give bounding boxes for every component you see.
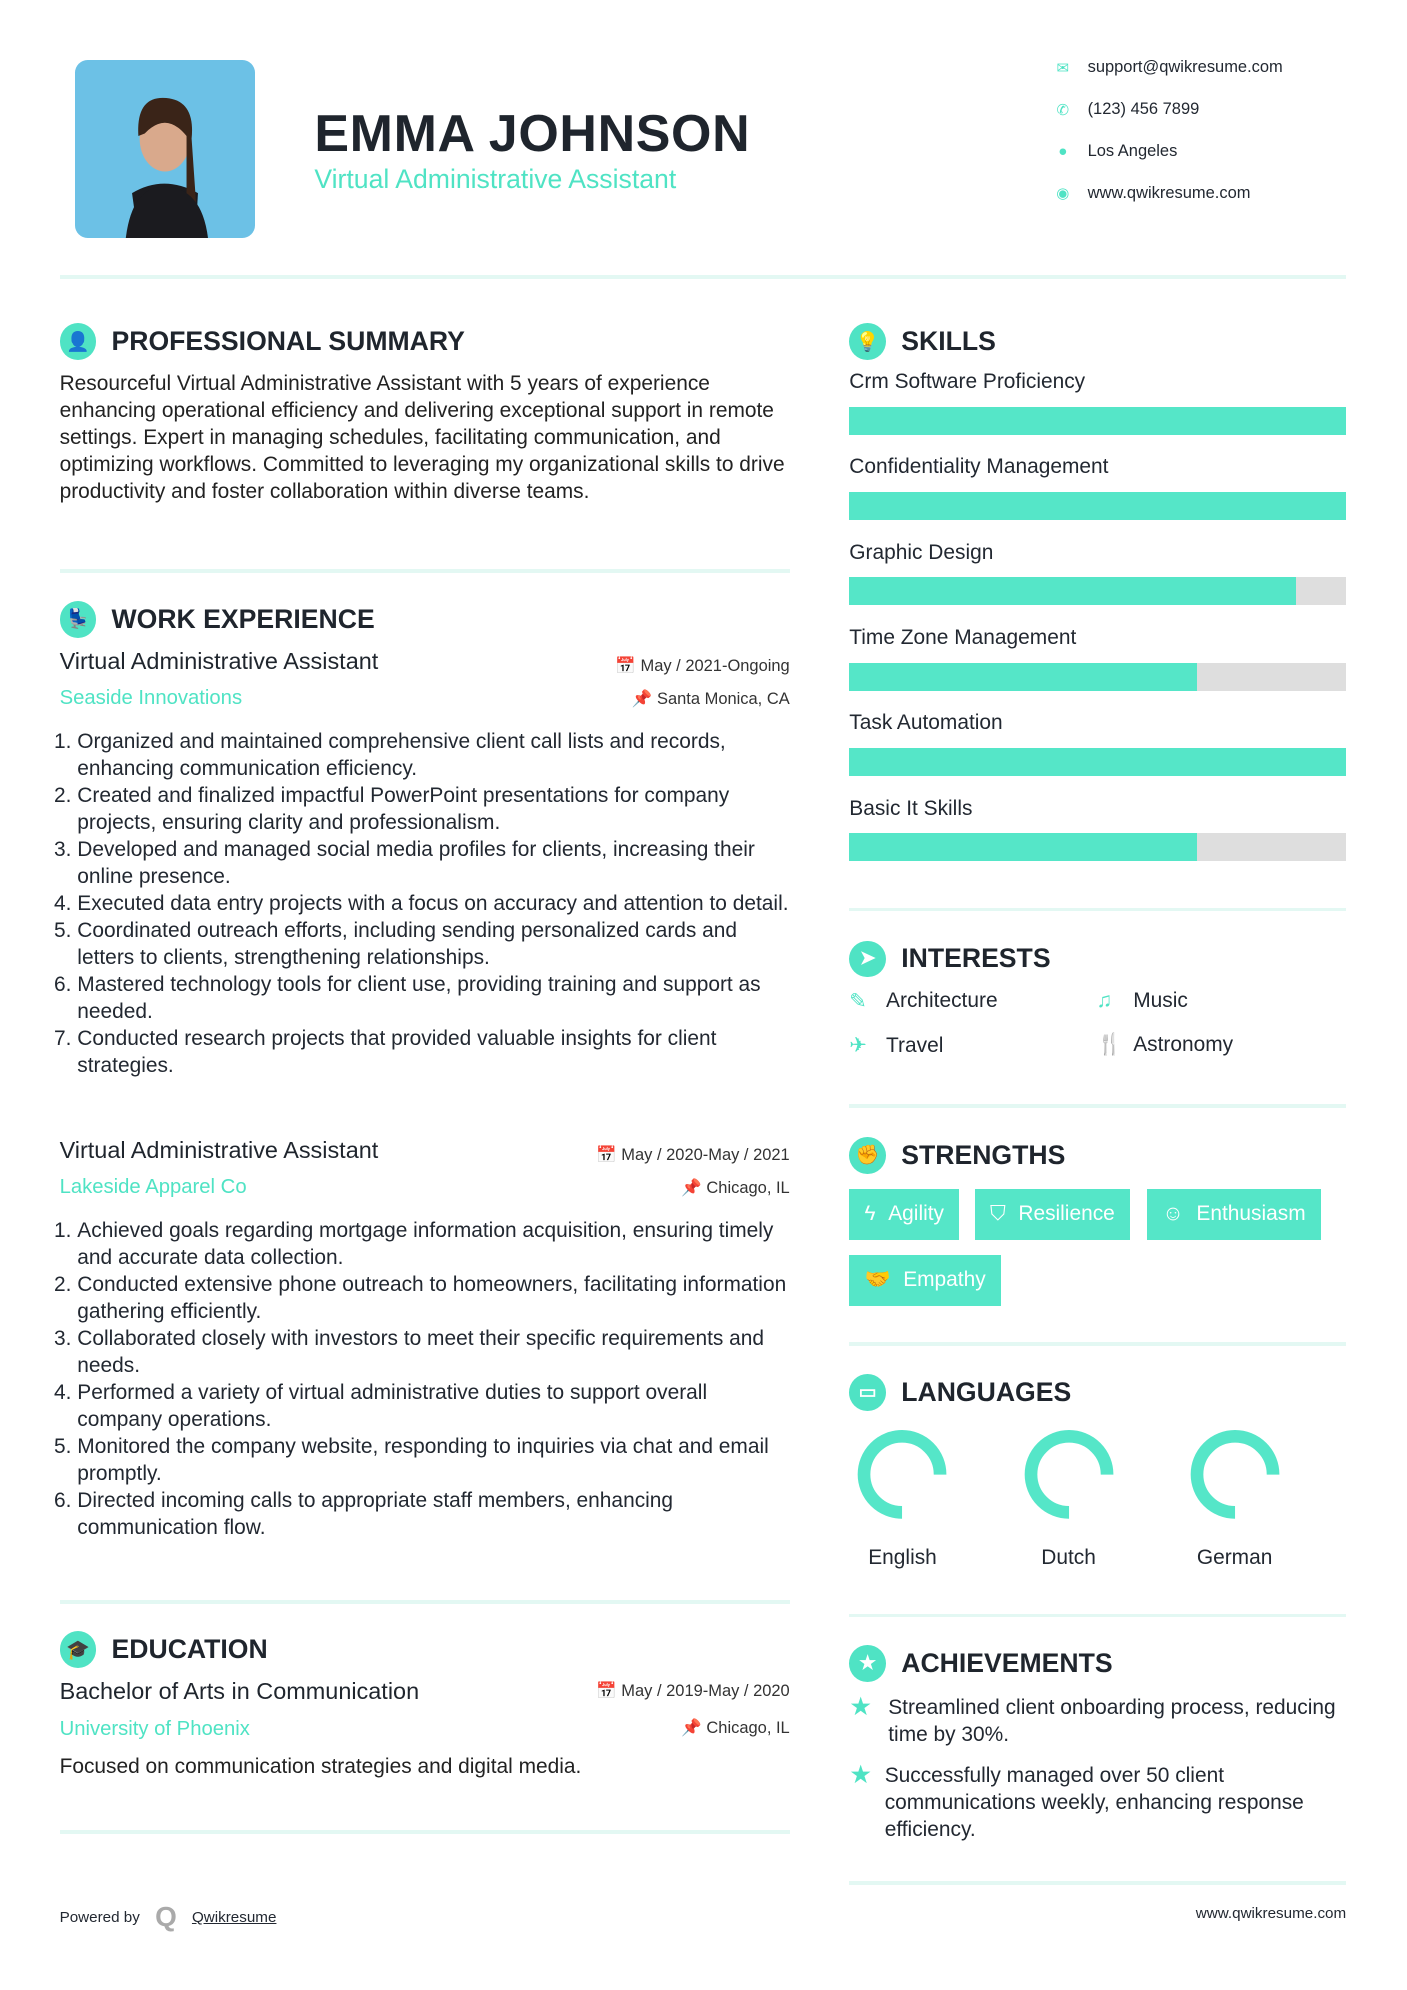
education-date [596,1682,790,1701]
contact-location [1055,142,1178,161]
skill-bar-fill [849,748,1346,776]
language-ring [845,1430,972,1525]
skills-heading [849,323,996,360]
job-bullets [60,728,795,1079]
date-text: May / 2021-Ongoing [640,656,790,675]
achievements-heading [849,1645,1112,1682]
education-heading [60,1631,268,1668]
education-description: Focused on communication strategies and digital media. [59,1755,582,1779]
heading-text: WORK EXPERIENCE [111,603,375,634]
paper-plane-icon: ➤ [849,941,886,978]
calendar-icon: 📅 [615,656,641,675]
list-item: 2. Created and finalized impactful PowerPoint presentations for company projects, ensuring clarity and professionalism. [77,782,794,836]
skill-bar [849,833,1346,861]
handshake-icon: 🤝 [864,1268,891,1292]
music-icon: ♫ [1096,988,1113,1012]
tag-label: Empathy [903,1268,986,1292]
heading-text: ACHIEVEMENTS [901,1648,1113,1679]
date-text: May / 2020-May / 2021 [621,1145,790,1164]
section-divider [849,908,1346,912]
job-title: Virtual Administrative Assistant [59,1137,379,1164]
plane-icon: ✈ [849,1034,867,1058]
summary-text: Resourceful Virtual Administrative Assistant with 5 years of experience enhancing operational efficiency and delivering exceptional support in remote settings. Expert in managing schedules, facilitating communication, and optimizing workflows. Committed to leveraging my organizational skills to drive productivity and foster collaboration within diverse teams. [59,372,785,504]
section-divider [849,1881,1346,1885]
job-date [596,1146,790,1165]
pin-icon: 📌 [681,1718,707,1737]
skill-item [849,455,1346,540]
location-text: Chicago, IL [706,1718,790,1737]
job-date [615,657,789,676]
location-text: Santa Monica, CA [656,689,790,708]
heading-text: SKILLS [901,326,996,357]
list-item: 4. Performed a variety of virtual administrative duties to support overall company operations. [77,1379,794,1433]
shield-icon: ⛉ [989,1202,1006,1226]
contact-text: Los Angeles [1087,141,1178,160]
strength-tag [1147,1189,1321,1240]
skills-list [849,370,1346,882]
lightbulb-icon: 💡 [849,323,886,360]
heading-text: INTERESTS [901,943,1051,974]
header-divider [60,275,1347,279]
tag-label: Resilience [1018,1202,1115,1226]
language-label: Dutch [1041,1546,1096,1570]
interest-item [849,1033,943,1058]
job-bullets [60,1217,795,1541]
skill-bar-fill [849,663,1197,691]
heading-text: LANGUAGES [901,1376,1072,1407]
interest-item [849,989,997,1014]
strength-tag [849,1255,1001,1306]
job-location [632,690,790,709]
skill-bar [849,492,1346,520]
skill-label: Crm Software Proficiency [849,370,1086,394]
list-item: 5. Monitored the company website, responding to inquiries via chat and email promptly. [77,1433,794,1487]
contact-text: support@qwikresume.com [1087,58,1283,77]
list-item: 1. Organized and maintained comprehensive client call lists and records, enhancing communication efficiency. [77,728,794,782]
tag-label: Enthusiasm [1196,1202,1306,1226]
list-item: 2. Conducted extensive phone outreach to homeowners, facilitating information gathering efficiently. [77,1271,794,1325]
language-label: English [868,1546,937,1570]
candidate-title: Virtual Administrative Assistant [314,163,677,194]
skill-bar [849,663,1346,691]
heading-text: PROFESSIONAL SUMMARY [111,326,465,357]
skill-bar [849,748,1346,776]
language-icon: ▭ [849,1374,886,1411]
list-item: 1. Achieved goals regarding mortgage information acquisition, ensuring timely and accurate data collection. [77,1217,794,1271]
section-divider [60,1830,790,1834]
qwikresume-logo-icon: Q [155,1901,177,1933]
calendar-icon: 📅 [596,1145,622,1164]
skill-item [849,711,1346,796]
summary-heading [60,323,465,360]
skill-bar-fill [849,407,1346,435]
skill-label: Time Zone Management [849,626,1077,650]
section-divider [849,1104,1346,1108]
language-item [845,1430,972,1570]
calendar-icon: 📅 [596,1682,622,1701]
skill-label: Graphic Design [849,540,994,564]
education-location [681,1719,789,1738]
skill-bar-fill [849,492,1346,520]
smile-icon: ☺ [1162,1202,1184,1226]
strength-tag [849,1189,959,1240]
contact-text: www.qwikresume.com [1087,183,1251,202]
strengths-heading [849,1137,1065,1174]
interest-label: Architecture [886,989,998,1013]
user-icon: 👤 [60,323,97,360]
skill-bar [849,577,1346,605]
star-icon: ★ [849,1760,873,1789]
languages-heading [849,1374,1071,1411]
interest-label: Music [1133,988,1188,1012]
list-item: 3. Collaborated closely with investors to meet their specific requirements and needs. [77,1325,794,1379]
section-divider [849,1614,1346,1618]
skill-label: Confidentiality Management [849,455,1109,479]
footer-powered [60,1901,277,1933]
globe-icon: ◉ [1056,185,1070,203]
achievement-item [849,1694,1346,1748]
interests-heading [849,941,1050,978]
location-text: Chicago, IL [706,1178,790,1197]
footer-url[interactable]: www.qwikresume.com [1195,1905,1347,1923]
list-item: 4. Executed data entry projects with a focus on accuracy and attention to detail. [77,890,794,917]
degree-title: Bachelor of Arts in Communication [59,1678,420,1705]
fist-icon: ✊ [849,1137,886,1174]
contact-phone[interactable] [1055,100,1200,119]
graduation-icon: 🎓 [60,1631,97,1668]
tag-label: Agility [888,1202,945,1226]
ruler-icon: ✎ [849,989,867,1013]
skill-label: Task Automation [849,711,1003,735]
skill-item [849,541,1346,626]
job-company: Lakeside Apparel Co [59,1176,247,1199]
bolt-icon: ϟ [864,1202,876,1226]
interest-label: Travel [886,1033,944,1057]
achievement-text: Streamlined client onboarding process, reducing time by 30%. [888,1695,1336,1746]
list-item: 5. Coordinated outreach efforts, including sending personalized cards and letters to clients, strengthening relationships. [77,917,794,971]
map-pin-icon: ● [1058,142,1068,160]
powered-by-text: Powered by [59,1908,140,1926]
list-item: 3. Developed and managed social media profiles for clients, increasing their online presence. [77,836,794,890]
profile-photo [75,60,255,239]
star-badge-icon: ★ [849,1645,886,1682]
school-name: University of Phoenix [59,1717,250,1740]
languages-list [845,1430,1304,1570]
contact-website[interactable] [1055,184,1251,203]
language-item [1178,1430,1305,1570]
envelope-icon: ✉ [1056,59,1070,77]
star-icon: ★ [849,1692,873,1721]
list-item: 6. Directed incoming calls to appropriate staff members, enhancing communication flow. [77,1487,794,1541]
achievement-text: Successfully managed over 50 client communications weekly, enhancing response efficiency. [884,1763,1304,1841]
job-title: Virtual Administrative Assistant [59,647,379,674]
language-ring [1012,1430,1139,1525]
utensils-icon: 🍴 [1096,1033,1123,1057]
candidate-name: EMMA JOHNSON [314,104,751,163]
section-divider [60,569,790,573]
language-label: German [1196,1546,1273,1570]
list-item: 6. Mastered technology tools for client use, providing training and support as needed. [77,971,794,1025]
achievement-item [849,1762,1346,1843]
experience-heading [60,601,375,638]
job-location [681,1179,789,1198]
heading-text: STRENGTHS [901,1139,1066,1170]
job-company: Seaside Innovations [59,687,243,710]
skill-bar [849,407,1346,435]
pin-icon: 📌 [681,1178,707,1197]
skill-bar-fill [849,577,1296,605]
contact-email[interactable] [1055,58,1283,77]
list-item: 7. Conducted research projects that provided valuable insights for client strategies. [77,1025,794,1079]
skill-item [849,626,1346,711]
chair-icon: 💺 [60,601,97,638]
pin-icon: 📌 [631,689,657,708]
skill-bar-fill [849,833,1197,861]
skill-item [849,797,1346,882]
interest-item [1096,989,1187,1013]
heading-text: EDUCATION [111,1634,268,1665]
brand-link[interactable]: Qwikresume [191,1908,277,1926]
section-divider [60,1600,790,1604]
contact-text: (123) 456 7899 [1087,100,1200,119]
phone-icon: ✆ [1056,101,1070,119]
interest-item [1096,1033,1233,1057]
strength-tag [975,1189,1130,1240]
interest-label: Astronomy [1133,1033,1234,1057]
language-ring [1178,1430,1305,1525]
skill-label: Basic It Skills [849,796,973,820]
language-item [1012,1430,1139,1570]
skill-item [849,370,1346,455]
date-text: May / 2019-May / 2020 [621,1682,790,1701]
section-divider [849,1342,1346,1346]
